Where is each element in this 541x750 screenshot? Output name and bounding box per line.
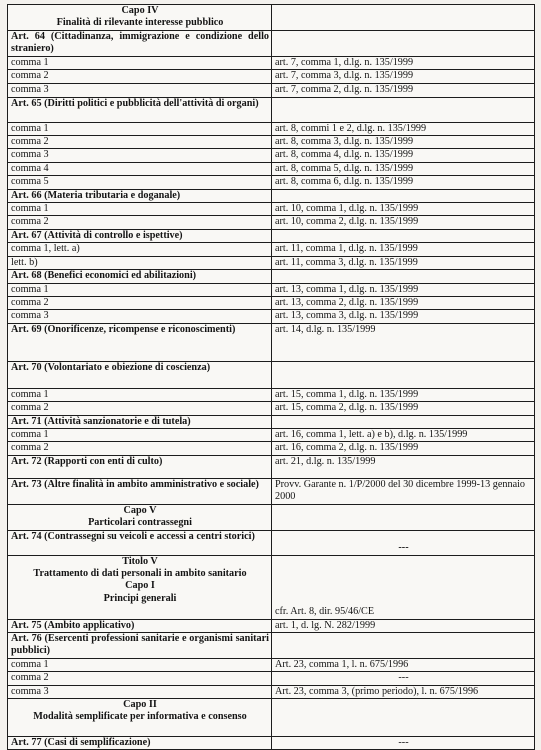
table-row [8, 310, 535, 323]
table-row [8, 361, 535, 388]
article-title: Art. 75 (Ambito applicativo) [8, 619, 272, 632]
table-row [8, 97, 535, 122]
table-row [8, 216, 535, 229]
article-title: Art. 66 (Materia tributaria e doganale) [8, 189, 272, 202]
source-reference: art. 10, comma 2, d.lg. n. 135/1999 [272, 216, 535, 229]
table-row [8, 619, 535, 632]
source-reference [272, 361, 535, 388]
table-row [8, 56, 535, 69]
article-title: Art. 77 (Casi di semplificazione) [8, 737, 272, 750]
table-row [8, 122, 535, 135]
table-row [8, 84, 535, 97]
comma-label: comma 5 [8, 176, 272, 189]
table-row [8, 428, 535, 441]
table-row [8, 136, 535, 149]
table-row [8, 455, 535, 478]
table-row [8, 243, 535, 256]
source-reference: art. 15, comma 1, d.lg. n. 135/1999 [272, 388, 535, 401]
table-row [8, 415, 535, 428]
comma-label: comma 1 [8, 388, 272, 401]
comma-label: comma 2 [8, 216, 272, 229]
comma-label: comma 2 [8, 442, 272, 455]
table-row [8, 270, 535, 283]
section-heading: Capo IV Finalità di rilevante interesse pubblico [8, 5, 272, 31]
table-row [8, 229, 535, 242]
article-title: Art. 68 (Benefici economici ed abilitazioni) [8, 270, 272, 283]
source-reference: art. 8, commi 1 e 2, d.lg. n. 135/1999 [272, 122, 535, 135]
table-row [8, 5, 535, 31]
table-row [8, 530, 535, 555]
source-reference: art. 11, comma 1, d.lg. n. 135/1999 [272, 243, 535, 256]
table-row [8, 176, 535, 189]
article-title: Art. 73 (Altre finalità in ambito amministrativo e sociale) [8, 478, 272, 504]
source-reference: art. 8, comma 4, d.lg. n. 135/1999 [272, 149, 535, 162]
source-reference: --- [272, 530, 535, 555]
source-reference: art. 11, comma 3, d.lg. n. 135/1999 [272, 256, 535, 269]
article-title: Art. 71 (Attività sanzionatorie e di tutela) [8, 415, 272, 428]
comma-label: comma 1 [8, 658, 272, 671]
article-title: Art. 69 (Onorificenze, ricompense e riconoscimenti) [8, 323, 272, 361]
table-row [8, 632, 535, 658]
table-row [8, 685, 535, 698]
source-reference: art. 13, comma 3, d.lg. n. 135/1999 [272, 310, 535, 323]
section-heading: Capo II Modalità semplificate per informativa e consenso [8, 699, 272, 737]
source-reference: art. 8, comma 5, d.lg. n. 135/1999 [272, 162, 535, 175]
source-reference [272, 229, 535, 242]
comma-label: comma 2 [8, 672, 272, 685]
comma-label: comma 1 [8, 122, 272, 135]
table-row [8, 672, 535, 685]
comma-label: comma 2 [8, 296, 272, 309]
table-row [8, 203, 535, 216]
source-reference: art. 8, comma 3, d.lg. n. 135/1999 [272, 136, 535, 149]
comma-label: comma 3 [8, 84, 272, 97]
section-heading: Titolo V Trattamento di dati personali in ambito sanitario Capo I Principi generali [8, 555, 272, 619]
comma-label: comma 3 [8, 310, 272, 323]
source-reference [272, 5, 535, 31]
section-heading: Capo V Particolari contrassegni [8, 504, 272, 530]
source-reference: art. 16, comma 2, d.lg. n. 135/1999 [272, 442, 535, 455]
source-reference [272, 189, 535, 202]
source-reference: Art. 23, comma 3, (primo periodo), l. n. 675/1996 [272, 685, 535, 698]
comma-label: comma 2 [8, 70, 272, 84]
source-reference: --- [272, 672, 535, 685]
source-reference [272, 415, 535, 428]
article-title: Art. 70 (Volontariato e obiezione di coscienza) [8, 361, 272, 388]
source-reference: Provv. Garante n. 1/P/2000 del 30 dicembre 1999-13 gennaio 2000 [272, 478, 535, 504]
article-title: Art. 72 (Rapporti con enti di culto) [8, 455, 272, 478]
table-row [8, 442, 535, 455]
table-row [8, 296, 535, 309]
table-row [8, 162, 535, 175]
article-title: Art. 76 (Esercenti professioni sanitarie e organismi sanitari pubblici) [8, 632, 272, 658]
source-reference [272, 699, 535, 737]
comma-label: lett. b) [8, 256, 272, 269]
source-reference: art. 16, comma 1, lett. a) e b), d.lg. n. 135/1999 [272, 428, 535, 441]
table-row [8, 478, 535, 504]
source-reference: art. 14, d.lg. n. 135/1999 [272, 323, 535, 361]
comma-label: comma 2 [8, 402, 272, 415]
source-reference: --- [272, 737, 535, 750]
table-row [8, 555, 535, 619]
comma-label: comma 4 [8, 162, 272, 175]
table-row [8, 283, 535, 296]
article-title: Art. 64 (Cittadinanza, immigrazione e condizione dello straniero) [8, 31, 272, 57]
comma-label: comma 3 [8, 685, 272, 698]
comma-label: comma 2 [8, 136, 272, 149]
source-reference: cfr. Art. 8, dir. 95/46/CE [272, 555, 535, 619]
comma-label: comma 1 [8, 56, 272, 69]
source-reference: art. 10, comma 1, d.lg. n. 135/1999 [272, 203, 535, 216]
table-row [8, 658, 535, 671]
source-reference [272, 31, 535, 57]
source-reference [272, 504, 535, 530]
source-reference: art. 21, d.lg. n. 135/1999 [272, 455, 535, 478]
comma-label: comma 1 [8, 203, 272, 216]
table-row [8, 70, 535, 84]
source-reference: art. 8, comma 6, d.lg. n. 135/1999 [272, 176, 535, 189]
source-reference: art. 15, comma 2, d.lg. n. 135/1999 [272, 402, 535, 415]
source-reference [272, 270, 535, 283]
table-row [8, 256, 535, 269]
comma-label: comma 1 [8, 428, 272, 441]
table-row [8, 402, 535, 415]
source-reference: art. 1, d. lg. N. 282/1999 [272, 619, 535, 632]
source-reference: art. 7, comma 1, d.lg. n. 135/1999 [272, 56, 535, 69]
table-row [8, 149, 535, 162]
source-reference: art. 7, comma 2, d.lg. n. 135/1999 [272, 84, 535, 97]
table-row [8, 504, 535, 530]
source-reference: Art. 23, comma 1, l. n. 675/1996 [272, 658, 535, 671]
table-row [8, 323, 535, 361]
source-reference [272, 632, 535, 658]
article-title: Art. 65 (Diritti politici e pubblicità dell'attività di organi) [8, 97, 272, 122]
source-reference: art. 7, comma 3, d.lg. n. 135/1999 [272, 70, 535, 84]
correspondence-table [7, 4, 535, 750]
source-reference [272, 97, 535, 122]
table-row [8, 189, 535, 202]
comma-label: comma 1, lett. a) [8, 243, 272, 256]
table-row [8, 31, 535, 57]
article-title: Art. 74 (Contrassegni su veicoli e accessi a centri storici) [8, 530, 272, 555]
article-title: Art. 67 (Attività di controllo e ispettive) [8, 229, 272, 242]
table-row [8, 699, 535, 737]
table-row [8, 388, 535, 401]
source-reference: art. 13, comma 2, d.lg. n. 135/1999 [272, 296, 535, 309]
comma-label: comma 1 [8, 283, 272, 296]
comma-label: comma 3 [8, 149, 272, 162]
source-reference: art. 13, comma 1, d.lg. n. 135/1999 [272, 283, 535, 296]
table-row [8, 737, 535, 750]
